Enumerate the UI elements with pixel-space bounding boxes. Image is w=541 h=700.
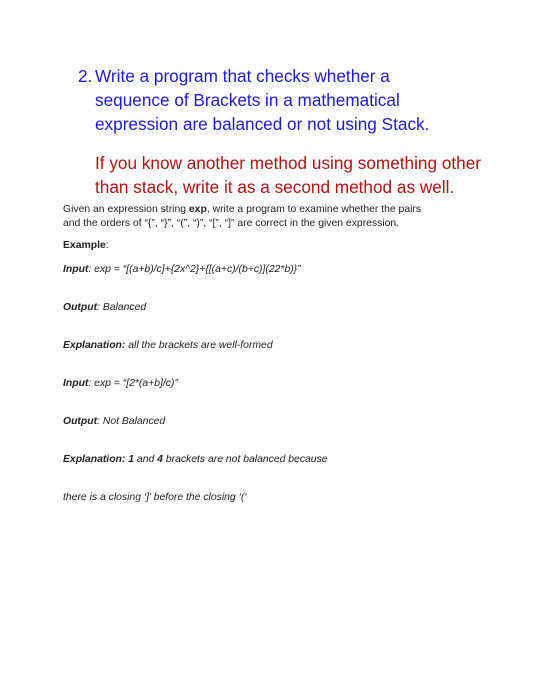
explanation-label: Explanation: — [63, 454, 126, 465]
note-line-2: than stack, write it as a second method as well. — [95, 177, 455, 197]
question-line-1: Write a program that checks whether a — [95, 66, 390, 86]
question-heading — [78, 64, 518, 136]
description-line-2: and the orders of “{”, “}”, “(”, “)”, “[”, “]” are correct in the given expression. — [63, 218, 400, 229]
input-label: Input — [63, 378, 89, 389]
example-input-1 — [63, 264, 301, 275]
description-text-end: , write a program to examine whether the pairs — [206, 204, 422, 215]
question-number: 2. — [78, 66, 93, 86]
bracket-number-2: 4 — [157, 454, 163, 465]
question-note — [95, 151, 535, 199]
input-text: : exp = “[(a+b)/c]+{2x^2}+{[(a+c)/(b+c)](22*b)}” — [88, 264, 301, 275]
and-text: and — [134, 454, 158, 465]
input-label: Input — [63, 264, 89, 275]
description-keyword: exp — [188, 204, 207, 215]
output-text: : Not Balanced — [97, 416, 166, 427]
output-label: Output — [63, 302, 98, 313]
example-label: Example — [63, 240, 106, 251]
description-text-start: Given an expression string — [63, 204, 189, 215]
question-line-2: sequence of Brackets in a mathematical — [95, 90, 400, 110]
example-colon: : — [105, 240, 109, 251]
problem-description — [63, 203, 483, 231]
example-heading — [63, 240, 109, 251]
output-text: : Balanced — [97, 302, 147, 313]
example-explanation-1 — [63, 340, 273, 351]
description-line-1 — [63, 203, 483, 217]
bracket-number-1: 1 — [125, 454, 135, 465]
output-label: Output — [63, 416, 98, 427]
example-explanation-2 — [63, 454, 328, 465]
note-line-1: If you know another method using something other — [95, 153, 481, 173]
explanation-text: all the brackets are well-formed — [125, 340, 273, 351]
example-explanation-2-continued: there is a closing ‘]’ before the closing ‘(‘ — [63, 492, 247, 503]
example-input-2 — [63, 378, 178, 389]
example-output-2 — [63, 416, 165, 427]
example-output-1 — [63, 302, 146, 313]
question-line-3: expression are balanced or not using Stack. — [95, 114, 430, 134]
explanation-text: brackets are not balanced because — [162, 454, 328, 465]
input-text: : exp = “[2*(a+b]/c)” — [88, 378, 178, 389]
explanation-label: Explanation: — [63, 340, 126, 351]
